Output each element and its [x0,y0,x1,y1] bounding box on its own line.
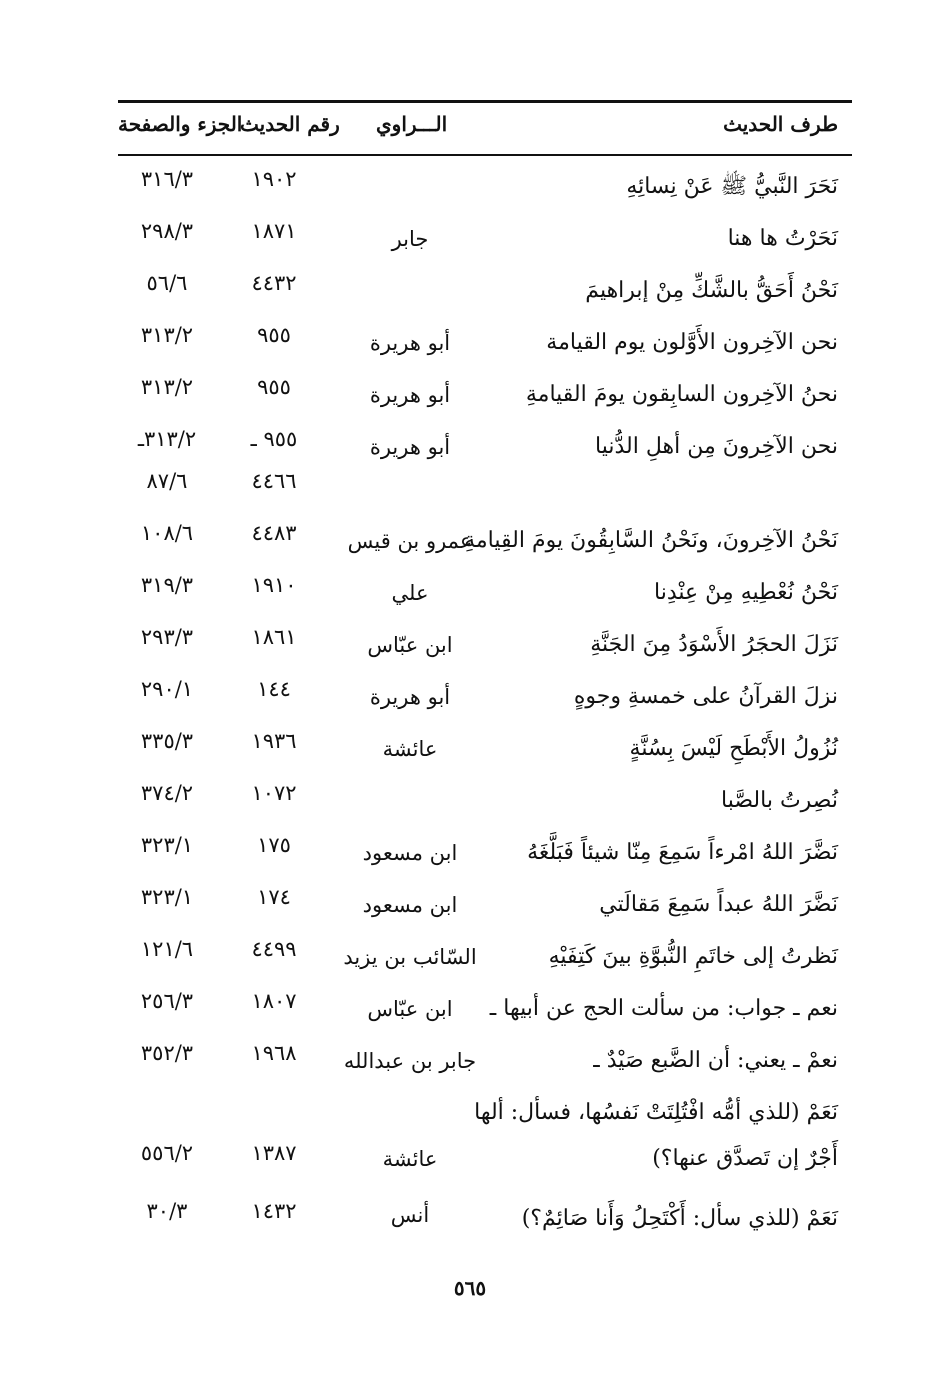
volume-page: ٣١٣/٢ـ [137,427,197,451]
hadith-number: ١٤٤ [257,677,291,701]
narrator: أبو هريرة [369,383,451,407]
hadith-number: ٤٤٦٦ [251,469,297,493]
hadith-text: نَحْنُ نُعْطِيهِ مِنْ عِنْدِنا [654,580,838,605]
narrator: أنس [390,1203,430,1227]
hadith-number: ١٩٠٢ [251,167,297,191]
table-row [0,268,940,320]
narrator: ابن عبّاس [367,633,453,657]
hadith-text: نُزُولُ الأَبْطَحِ لَيْسَ بِسُنَّةٍ [629,736,838,761]
hadith-text: نعم ـ جواب: من سألت الحج عن أبيها ـ [489,996,838,1021]
hadith-number: ٤٤٨٣ [251,521,297,545]
table-row [0,830,940,882]
hadith-number: ١٩١٠ [251,573,297,597]
table-row [0,372,940,424]
header-volume-page: الجزء والصفحة [118,112,243,136]
hadith-number: ١٠٧٢ [251,781,297,805]
hadith-number: ١٨٠٧ [251,989,297,1013]
hadith-text: نعمْ ـ يعني: أن الضَّبع صَيْدٌ ـ [593,1048,838,1073]
hadith-number: ٤٤٣٢ [251,271,297,295]
hadith-number: ٩٥٥ ـ [250,427,298,451]
table-row [0,320,940,372]
hadith-text: نَحْنُ الآخِرونَ، ونَحْنُ السَّابِقُونَ يومَ القِيامةِ [464,528,838,553]
hadith-text: نَضَّرَ اللهُ عبداً سَمِعَ مَقالَتي [599,892,838,917]
table-row [0,164,940,216]
volume-page: ٣١٣/٢ [140,323,194,347]
hadith-number: ٤٤٩٩ [251,937,297,961]
volume-page: ٨٧/٦ [146,469,188,493]
top-rule [118,100,852,103]
volume-page: ٥٦/٦ [146,271,188,295]
hadith-text: نَحَرَ النَّبيُّ ﷺ عَنْ نِسائِهِ [626,174,838,199]
volume-page: ٢٥٦/٣ [140,989,194,1013]
narrator: ابن مسعود [362,893,458,917]
hadith-text: نَحَرْتُ ها هنا [727,226,838,251]
volume-page: ٣٧٤/٢ [140,781,194,805]
table-row [0,882,940,934]
hadith-number: ١٧٤ [257,885,291,909]
hadith-number: ٩٥٥ [257,375,291,399]
hadith-text: نُصِرتُ بالصَّبا [721,788,838,813]
hadith-number: ١٨٦١ [251,625,297,649]
volume-page: ٣٢٣/١ [140,833,194,857]
narrator: عائشة [382,737,438,761]
table-row [0,674,940,726]
volume-page: ٢٩٣/٣ [140,625,194,649]
volume-page: ٣٣٥/٣ [140,729,194,753]
hadith-text: نَزَلَ الحجَرُ الأَسْوَدُ مِنَ الجَنَّةِ [590,632,838,657]
table-row [0,622,940,674]
hadith-number: ٩٥٥ [257,323,291,347]
table-row [0,934,940,986]
table-row [0,1038,940,1090]
table-row [0,216,940,268]
narrator: علي [391,581,429,605]
header-rule [118,154,852,156]
hadith-number: ١٩٦٨ [251,1041,297,1065]
volume-page: ٣١٣/٢ [140,375,194,399]
hadith-text-line-2: أَجْرٌ إن تَصدَّق عنها؟) [652,1146,838,1171]
volume-page: ١٢١/٦ [140,937,194,961]
narrator: جابر بن عبدالله [343,1049,477,1073]
volume-page: ٢٩٠/١ [140,677,194,701]
table-header [0,104,940,154]
volume-page: ٢٩٨/٣ [140,219,194,243]
narrator: أبو هريرة [369,331,451,355]
table-row [0,466,940,518]
volume-page: ٣٢٣/١ [140,885,194,909]
hadith-text: نحن الآخِرونَ مِن أهلِ الدُّنيا [595,434,838,459]
table-row [0,518,940,570]
hadith-text-line-1: نَعَمْ (للذي أمُّه افْتُلِتَتْ نَفسُها، فسأل: ألها [474,1100,838,1125]
narrator: جابر [391,227,429,251]
narrator: السّائب بن يزيد [343,945,477,969]
hadith-text: نَظرتُ إلى خاتَمِ النُّبوَّةِ بينَ كَتِفَيْهِ [548,944,838,969]
table-row [0,986,940,1038]
hadith-number: ١٣٨٧ [251,1141,297,1165]
volume-page: ٣١٦/٣ [140,167,194,191]
narrator: ابن مسعود [362,841,458,865]
header-number: رقم الحديث [240,112,340,136]
hadith-text: نَضَّرَ اللهُ امْرءاً سَمِعَ مِنّا شيئاً فَبَلَّغَهُ [527,840,838,865]
volume-page: ٥٥٦/٢ [140,1141,194,1165]
volume-page: ٣٠/٣ [146,1199,188,1223]
header-hadith: طرف الحديث [723,112,838,136]
volume-page: ١٠٨/٦ [140,521,194,545]
hadith-text: نَعَمْ (للذي سأل: أَكْتَحِلُ وَأَنا صَائِمٌ؟) [521,1206,838,1231]
volume-page: ٣١٩/٣ [140,573,194,597]
hadith-text: نزلَ القرآنُ على خمسةِ وجوهٍ [573,684,838,709]
hadith-number: ١٨٧١ [251,219,297,243]
table-row [0,1196,940,1248]
hadith-text: نَحْنُ أَحَقُّ بالشَّكِّ مِنْ إبراهيمَ [585,278,838,303]
hadith-text: نحن الآخِرون الأَوَّلون يوم القيامة [546,330,838,355]
narrator: أبو هريرة [369,435,451,459]
narrator: عمرو بن قيس [347,529,473,553]
narrator: ابن عبّاس [367,997,453,1021]
hadith-number: ١٩٣٦ [251,729,297,753]
hadith-text: نحنُ الآخِرون السابِقون يومَ القيامةِ [525,382,838,407]
narrator: أبو هريرة [369,685,451,709]
table-row-multiline [0,1096,940,1186]
header-narrator: الـــراوي [376,112,448,136]
table-row [0,570,940,622]
table-row [0,778,940,830]
hadith-number: ١٧٥ [257,833,291,857]
volume-page: ٣٥٢/٣ [140,1041,194,1065]
narrator: عائشة [382,1147,438,1171]
table-row [0,726,940,778]
hadith-number: ١٤٣٢ [251,1199,297,1223]
page-number: ٥٦٥ [453,1276,487,1300]
